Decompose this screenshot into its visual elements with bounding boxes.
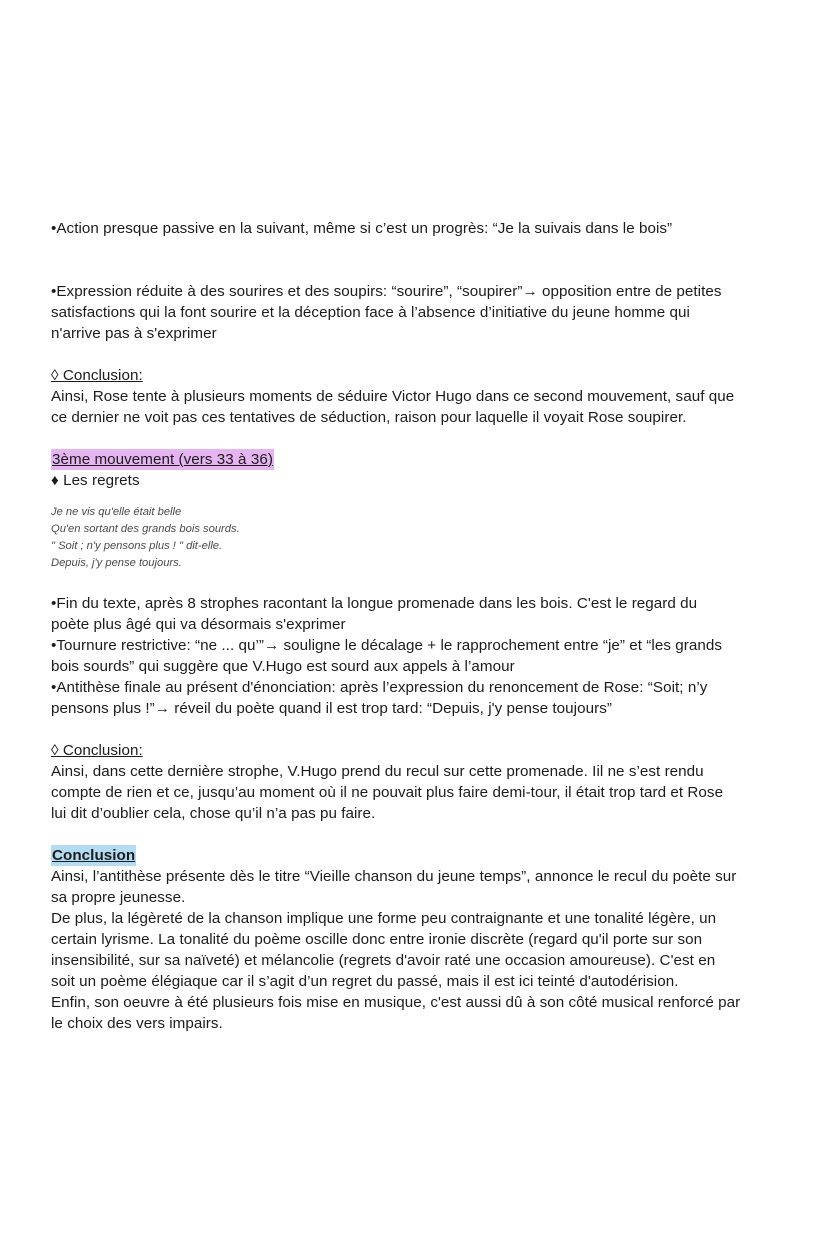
poem-excerpt bbox=[51, 504, 776, 572]
text-line: le choix des vers impairs. bbox=[51, 1015, 223, 1032]
text-line: lui dit d’oublier cela, chose qu’il n’a pas pu faire. bbox=[51, 805, 376, 822]
text-line: •Antithèse finale au présent d'énonciation: après l’expression du renoncement de Rose: “Soit; n’y bbox=[51, 679, 708, 696]
conclusion-section-2 bbox=[51, 365, 776, 428]
movement-3-subheading: ♦ Les regrets bbox=[51, 472, 140, 489]
text-line: sa propre jeunesse. bbox=[51, 889, 186, 906]
text-line: bois sourds” qui suggère que V.Hugo est sourd aux appels à l’amour bbox=[51, 658, 515, 675]
poem-line: " Soit ; n'y pensons plus ! " dit-elle. bbox=[51, 540, 223, 552]
text-line: insensibilité, sur sa naïveté) et mélancolie (regrets d'avoir raté une occasion amoureuse). C'est en bbox=[51, 952, 716, 969]
text-line: poète plus âgé qui va désormais s'exprimer bbox=[51, 616, 346, 633]
spacer bbox=[51, 572, 776, 593]
poem-line: Depuis, j'y pense toujours. bbox=[51, 557, 182, 569]
text-line: Ainsi, Rose tente à plusieurs moments de séduire Victor Hugo dans ce second mouvement, sauf que bbox=[51, 388, 735, 405]
final-conclusion-heading: Conclusion bbox=[52, 847, 136, 864]
spacer bbox=[51, 428, 776, 449]
text-line: De plus, la légèreté de la chanson implique une forme peu contraignante et une tonalité légère, un bbox=[51, 910, 717, 927]
paragraph-action-passive: •Action presque passive en la suivant, même si c’est un progrès: “Je la suivais dans le bois” bbox=[51, 220, 673, 237]
poem-line: Je ne vis qu'elle était belle bbox=[51, 506, 182, 518]
text-line: ce dernier ne voit pas ces tentatives de séduction, raison pour laquelle il voyait Rose soupirer. bbox=[51, 409, 687, 426]
conclusion-heading: ◊ Conclusion: bbox=[51, 367, 143, 384]
text-line: Ainsi, dans cette dernière strophe, V.Hugo prend du recul sur cette promenade. Iil ne s’est rendu bbox=[51, 763, 704, 780]
text-line: Ainsi, l’antithèse présente dès le titre “Vieille chanson du jeune temps”, annonce le recul du poète sur bbox=[51, 868, 737, 885]
conclusion-section-3 bbox=[51, 740, 776, 824]
spacer bbox=[51, 824, 776, 845]
movement-3-section bbox=[51, 449, 776, 719]
movement-3-analysis bbox=[51, 593, 776, 719]
text-line: •Expression réduite à des sourires et des soupirs: “sourire”, “soupirer”→ opposition entre de petites bbox=[51, 283, 722, 300]
spacer bbox=[51, 239, 776, 281]
text-line: pensons plus !”→ réveil du poète quand il est trop tard: “Depuis, j'y pense toujours” bbox=[51, 700, 612, 717]
spacer bbox=[51, 344, 776, 365]
text-line: •Tournure restrictive: “ne ... qu’”→ souligne le décalage + le rapprochement entre “je” et “les grands bbox=[51, 637, 722, 654]
final-conclusion-section bbox=[51, 845, 776, 1034]
text-line: •Fin du texte, après 8 strophes racontant la longue promenade dans les bois. C'est le regard du bbox=[51, 595, 698, 612]
text-line: Enfin, son oeuvre à été plusieurs fois mise en musique, c'est aussi dû à son côté musical renforcé par bbox=[51, 994, 741, 1011]
document-page bbox=[51, 218, 776, 1034]
conclusion-heading: ◊ Conclusion: bbox=[51, 742, 143, 759]
poem-line: Qu'en sortant des grands bois sourds. bbox=[51, 523, 240, 535]
spacer bbox=[51, 491, 776, 504]
text-line: satisfactions qui la font sourire et la déception face à l’absence d’initiative du jeune homme qui bbox=[51, 304, 690, 321]
text-line: soit un poème élégiaque car il s’agit d’un regret du passé, mais il est ici teinté d'autodérision. bbox=[51, 973, 679, 990]
text-line: certain lyrisme. La tonalité du poème oscille donc entre ironie discrète (regard qu'il porte sur son bbox=[51, 931, 703, 948]
spacer bbox=[51, 719, 776, 740]
text-line: n'arrive pas à s'exprimer bbox=[51, 325, 217, 342]
text-line: compte de rien et ce, jusqu’au moment où il ne pouvait plus faire demi-tour, il était trop tard et Rose bbox=[51, 784, 724, 801]
paragraph-expression bbox=[51, 281, 776, 344]
movement-3-heading: 3ème mouvement (vers 33 à 36) bbox=[52, 451, 273, 468]
